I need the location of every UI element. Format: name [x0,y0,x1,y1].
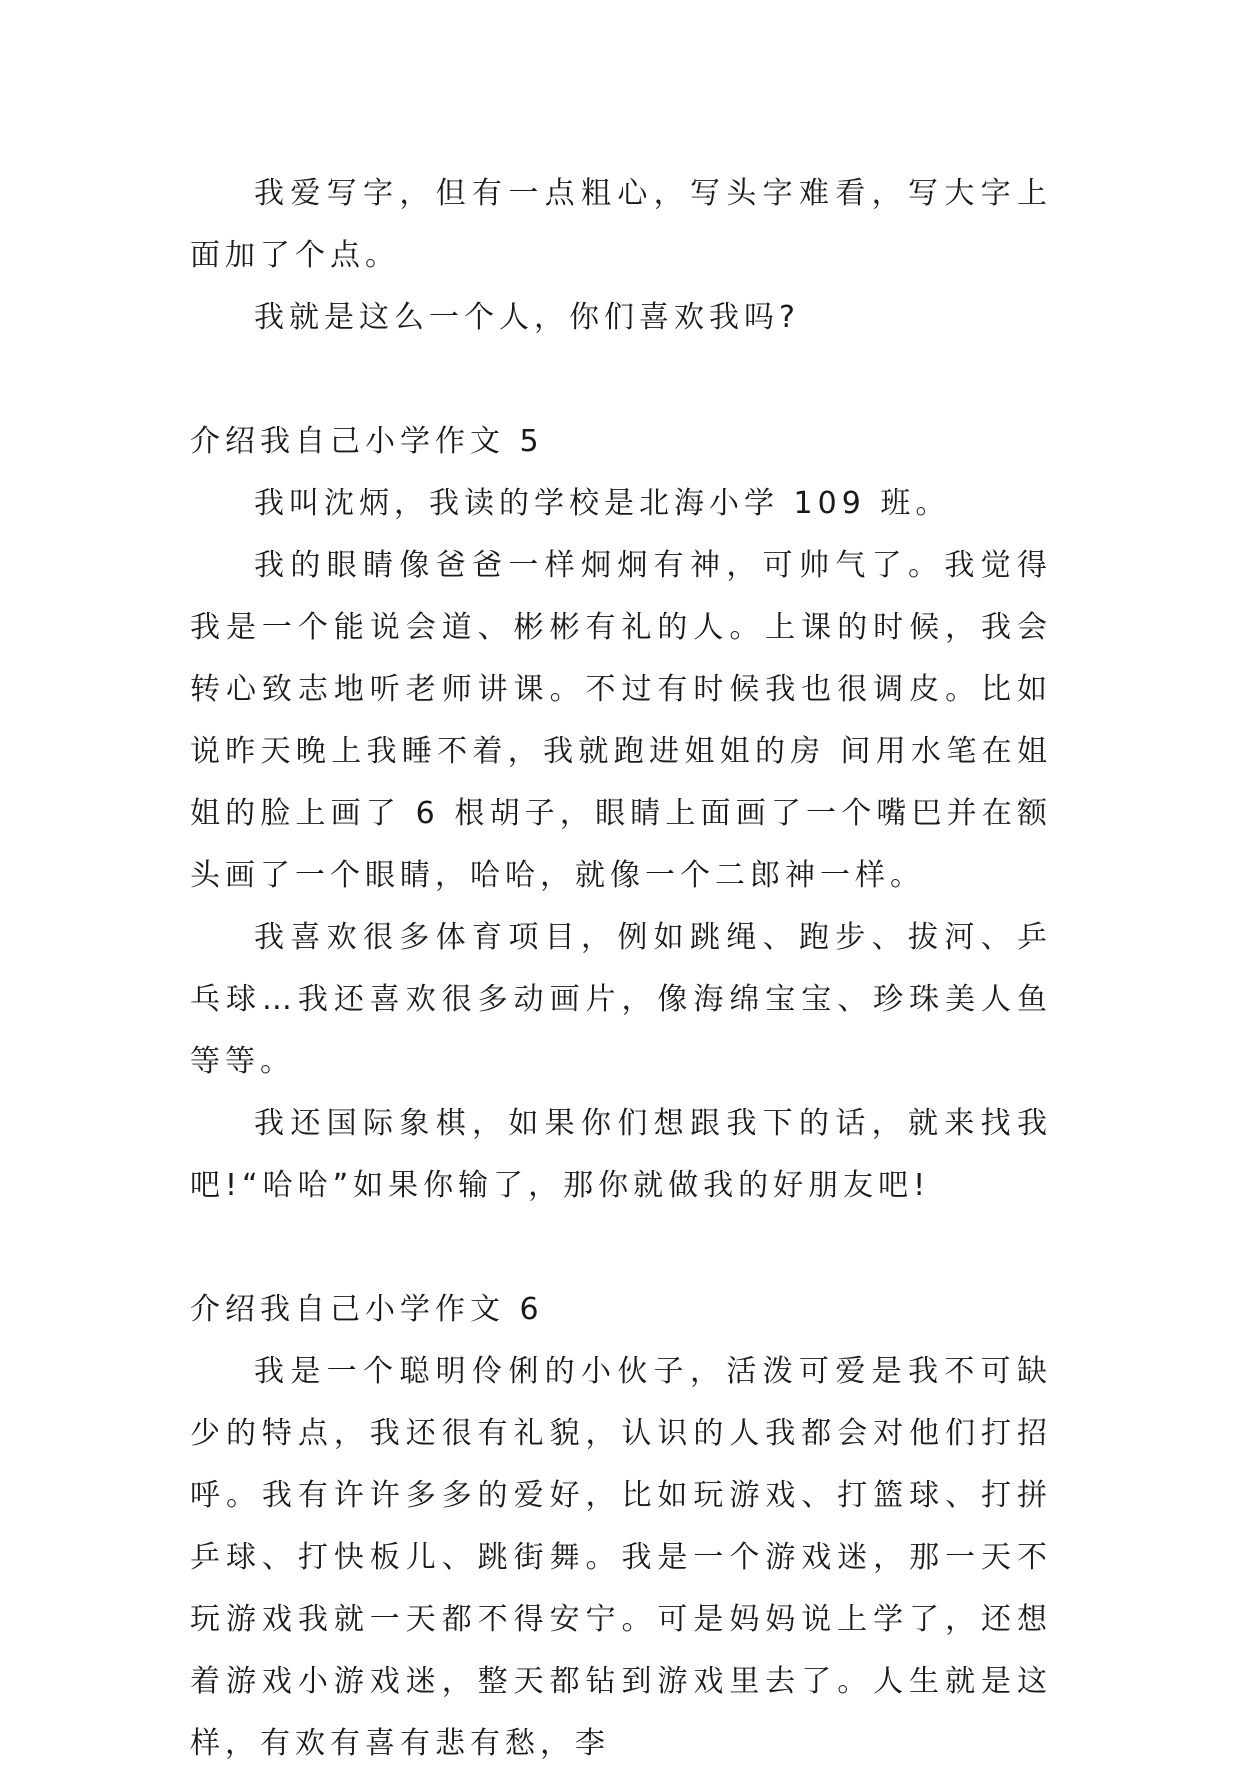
paragraph: 我叫沈炳，我读的学校是北海小学 109 班。 [254,486,951,521]
section-gap [190,1217,1052,1279]
paragraph: 我还国际象棋，如果你们想跟我下的话，就来找我吧!“哈哈”如果你输了，那你就做我的好朋友吧! [190,1106,1052,1203]
paragraph: 我爱写字，但有一点粗心，写头字难看，写大字上面加了个点。 [190,176,1052,273]
section-gap [190,349,1052,411]
paragraph: 我喜欢很多体育项目，例如跳绳、跑步、拔河、乒乓球…我还喜欢很多动画片，像海绵宝宝、珍珠美人鱼等等。 [190,920,1052,1079]
paragraph: 我是一个聪明伶俐的小伙子，活泼可爱是我不可缺少的特点，我还很有礼貌，认识的人我都会对他们打招呼。我有许许多多的爱好，比如玩游戏、打篮球、打拼乒球、打快板儿、跳街舞。我是一个游戏迷，那一天不玩游戏我就一天都不得安宁。可是妈妈说上学了，还想着游戏小游戏迷，整天都钻到游戏里去了。人生就是这样，有欢有喜有悲有愁，李 [190,1354,1052,1761]
section-title: 介绍我自己小学作文 6 [190,1292,544,1327]
paragraph: 我的眼睛像爸爸一样炯炯有神，可帅气了。我觉得我是一个能说会道、彬彬有礼的人。上课的时候，我会转心致志地听老师讲课。不过有时候我也很调皮。比如说昨天晚上我睡不着，我就跑进姐姐的房 间用水笔在姐姐的脸上画了 6 根胡子，眼睛上面画了一个嘴巴并在额头画了一个眼睛，哈哈，就像一个二郎神一样。 [190,548,1052,893]
paragraph: 我就是这么一个人，你们喜欢我吗? [254,300,800,335]
section-title: 介绍我自己小学作文 5 [190,424,544,459]
document-body [190,163,1052,1775]
